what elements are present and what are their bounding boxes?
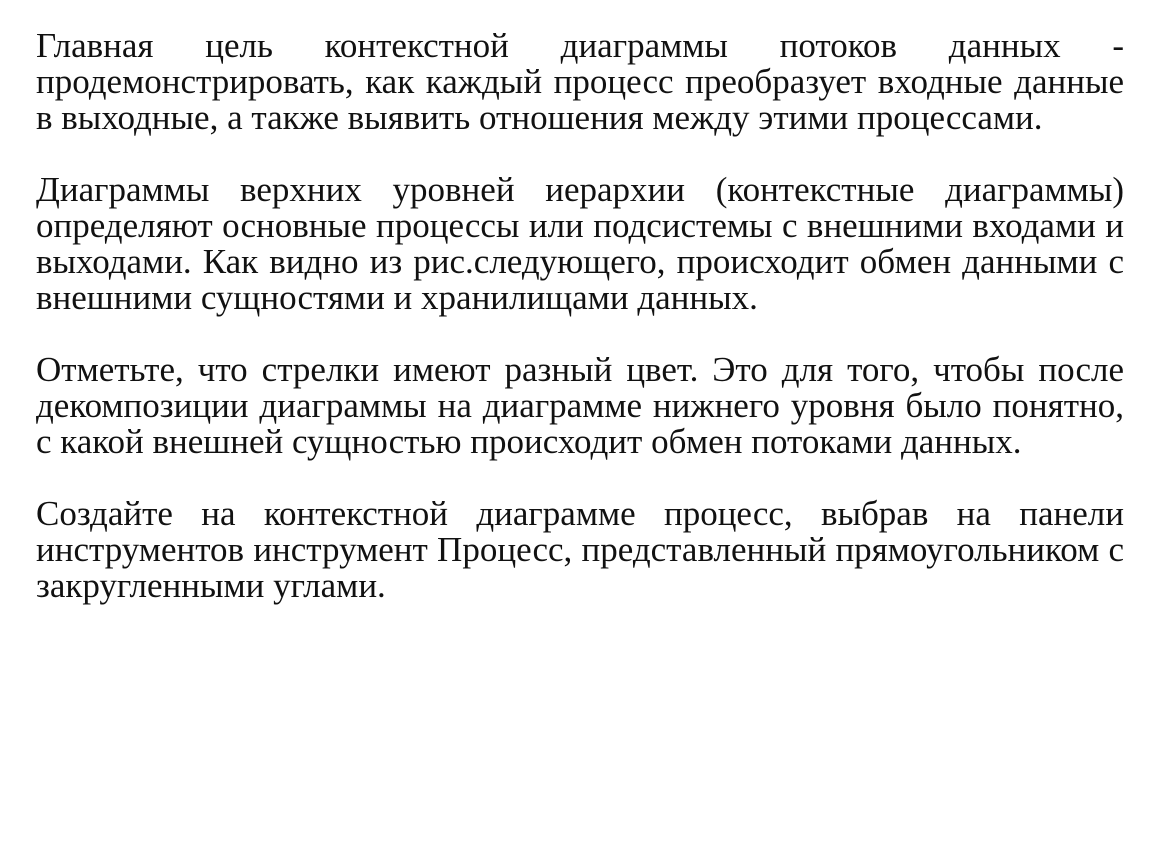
paragraph-arrow-colors: Отметьте, что стрелки имеют разный цвет. Это для того, чтобы после декомпозиции диаграммы на диаграмме нижнего уровня было понятно, с какой внешней сущностью происходит обмен потоками данных. (36, 350, 1124, 461)
document-page (36, 28, 1124, 604)
paragraph-context-diagram-goal: Главная цель контекстной диаграммы потоков данных - продемонстрировать, как каждый процесс преобразует входные данные в выходные, а также выявить отношения между этими процессами. (36, 26, 1124, 137)
paragraph-create-process: Создайте на контекстной диаграмме процесс, выбрав на панели инструментов инструмент Процесс, представленный прямоугольником с закругленными углами. (36, 494, 1124, 605)
paragraph-top-level-diagrams: Диаграммы верхних уровней иерархии (контекстные диаграммы) определяют основные процессы или подсистемы с внешними входами и выходами. Как видно из рис.следующего, происходит обмен данными с внешними сущностями и хранилищами данных. (36, 170, 1124, 317)
